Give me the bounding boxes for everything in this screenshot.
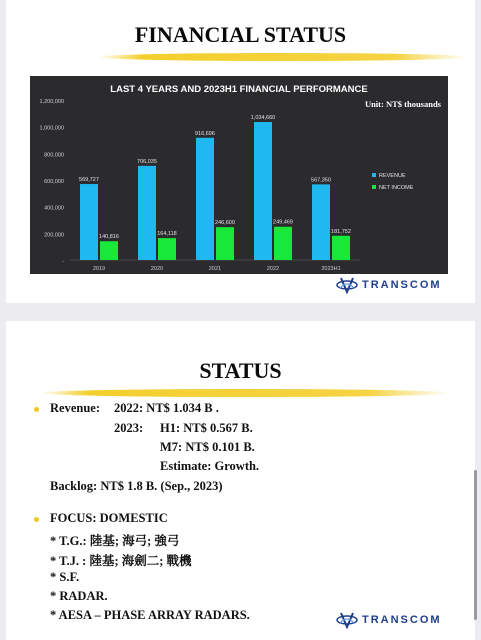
bar-net-income <box>332 236 350 260</box>
data-label: 1,034,660 <box>250 115 276 122</box>
financial-chart <box>30 76 448 274</box>
data-label: 181,752 <box>331 228 351 235</box>
bar-revenue <box>138 166 156 260</box>
data-label: 164,118 <box>157 231 177 238</box>
focus-heading: FOCUS: DOMESTIC <box>50 511 168 525</box>
legend-swatch <box>372 173 376 177</box>
yellow-brush-underline <box>98 53 468 61</box>
focus-item-sf: * S.F. <box>50 570 80 584</box>
transcom-logo <box>336 611 442 629</box>
slide-title: FINANCIAL STATUS <box>134 22 347 47</box>
focus-item-radar: * RADAR. <box>50 589 108 603</box>
x-tick-label: 2019 <box>92 266 106 272</box>
bar-net-income <box>274 227 292 260</box>
year-2023: 2023: <box>114 421 144 435</box>
x-tick-label: 2023H1 <box>321 266 341 272</box>
data-label: 569,727 <box>79 177 99 184</box>
y-tick-label: 600,000 <box>44 179 64 185</box>
yellow-brush-underline <box>40 389 450 397</box>
focus-item-tg: * T.G.: 陸基; 海弓; 強弓 <box>50 534 180 548</box>
bar-revenue <box>80 184 98 260</box>
data-label: 567,350 <box>311 177 331 184</box>
backlog: Backlog: NT$ 1.8 B. (Sep., 2023) <box>50 479 223 493</box>
bullet-dot <box>34 407 39 412</box>
y-tick-label: 400,000 <box>44 205 64 212</box>
data-label: 706,035 <box>137 158 157 165</box>
bullet-dot <box>34 517 39 522</box>
data-label: 140,816 <box>99 234 119 241</box>
bar-revenue <box>254 122 272 260</box>
x-tick-label: 2021 <box>208 266 222 272</box>
slide-title: STATUS <box>199 358 282 383</box>
y-tick-label: 1,000,000 <box>39 125 64 132</box>
chart-unit-note: Unit: NT$ thousands <box>364 99 441 109</box>
data-label: 916,696 <box>195 130 215 137</box>
y-tick-label: 1,200,000 <box>39 99 64 105</box>
slide-financial-status <box>6 0 475 303</box>
slide-status <box>6 321 475 640</box>
logo-text: TRANSCOM <box>362 279 442 291</box>
data-label: 246,600 <box>215 220 235 227</box>
revenue-label: Revenue: <box>50 401 100 415</box>
revenue-2022: 2022: NT$ 1.034 B . <box>114 401 219 415</box>
chart-title: LAST 4 YEARS AND 2023H1 FINANCIAL PERFORMANCE <box>110 84 368 95</box>
transcom-logo <box>336 276 442 294</box>
m7-revenue: M7: NT$ 0.101 B. <box>160 440 255 454</box>
legend-label: REVENUE <box>379 173 406 179</box>
chart-svg <box>30 76 448 274</box>
focus-item-aesa: * AESA – PHASE ARRAY RADARS. <box>50 608 250 622</box>
scrollbar[interactable] <box>474 470 477 620</box>
bar-net-income <box>158 238 176 260</box>
h1-revenue: H1: NT$ 0.567 B. <box>160 421 253 435</box>
x-tick-label: 2020 <box>150 266 164 272</box>
bar-revenue <box>312 184 330 260</box>
estimate: Estimate: Growth. <box>160 459 260 473</box>
transcom-emblem-icon <box>336 276 358 294</box>
data-label: 249,469 <box>273 219 293 226</box>
legend-label: NET INCOME <box>379 185 414 191</box>
logo-text: TRANSCOM <box>362 614 442 626</box>
legend-swatch <box>372 185 376 189</box>
bar-net-income <box>216 227 234 260</box>
transcom-emblem-icon <box>336 611 358 629</box>
bar-net-income <box>100 241 118 260</box>
focus-item-tj: * T.J. : 陸基; 海劍二; 戰機 <box>50 554 192 568</box>
y-tick-label: - <box>62 259 64 265</box>
y-tick-label: 800,000 <box>44 152 64 159</box>
y-tick-label: 200,000 <box>44 232 64 239</box>
x-tick-label: 2022 <box>266 266 280 272</box>
bar-revenue <box>196 138 214 260</box>
